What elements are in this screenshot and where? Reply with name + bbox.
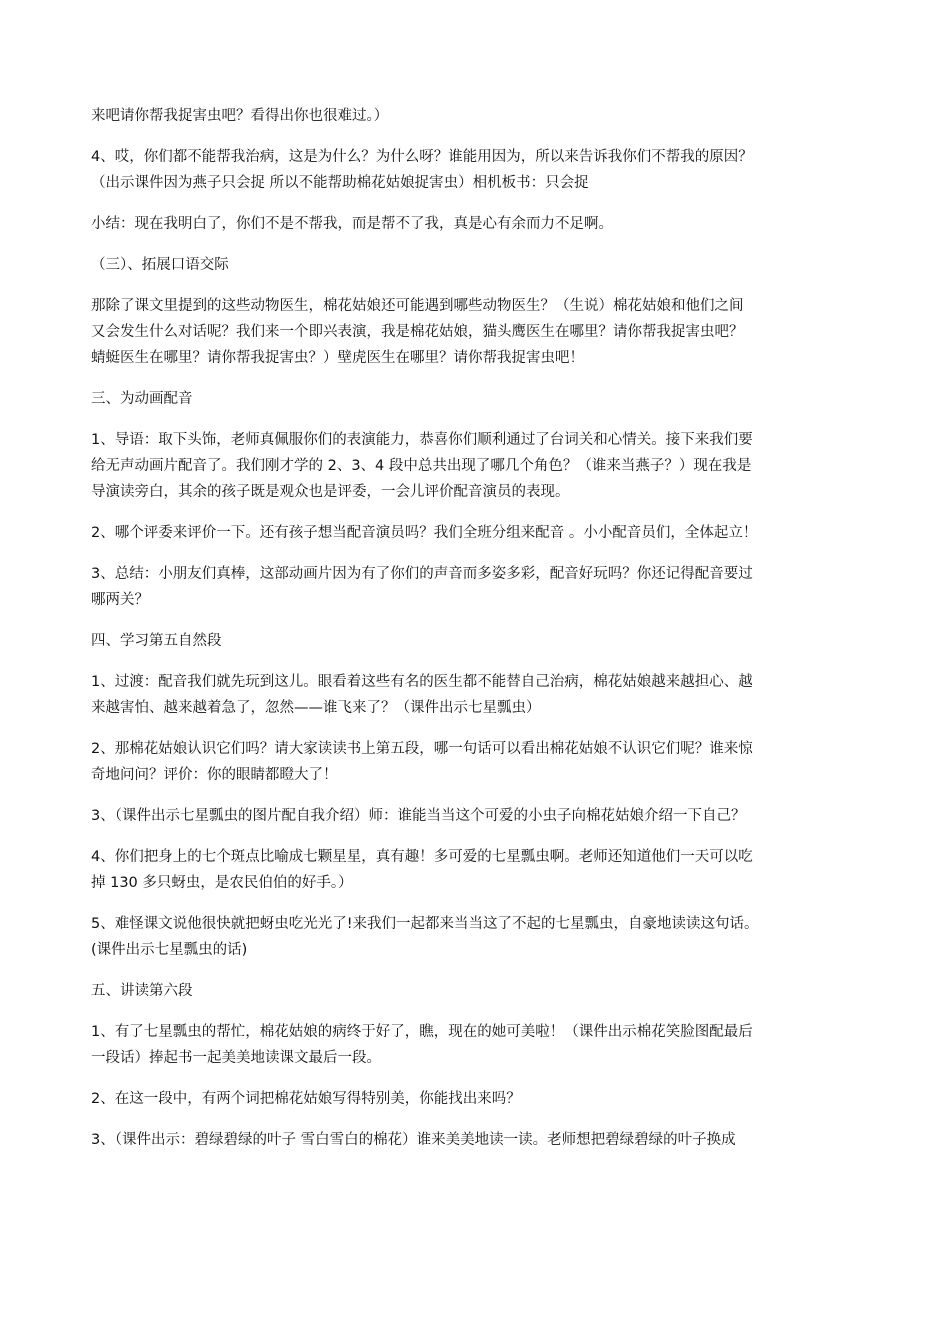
- paragraph: [91, 844, 862, 896]
- paragraph: [91, 803, 862, 829]
- text-line: 来吧请你帮我捉害虫吧？看得出你也很难过。）: [91, 108, 389, 124]
- text-line: 三、为动画配音: [91, 391, 193, 407]
- text-line: 3、总结：小朋友们真棒，这部动画片因为有了你们的声音而多姿多彩，配音好玩吗？你还记得配音要过: [91, 566, 753, 582]
- text-line: 四、学习第五自然段: [91, 633, 222, 649]
- text-line: 一段话）捧起书一起美美地读课文最后一段。: [91, 1050, 381, 1066]
- paragraph: [91, 978, 862, 1004]
- text-line: 来越害怕、越来越着急了，忽然——谁飞来了？（课件出示七星瓢虫）: [91, 700, 541, 716]
- text-line: （出示课件因为燕子只会捉 所以不能帮助棉花姑娘捉害虫）相机板书：只会捉: [91, 175, 589, 191]
- text-line: 1、导语：取下头饰，老师真佩服你们的表演能力，恭喜你们顺利通过了台词关和心情关。接下来我们要: [91, 432, 753, 448]
- text-line: 五、讲读第六段: [91, 983, 193, 999]
- text-line: 2、那棉花姑娘认识它们吗？请大家读读书上第五段，哪一句话可以看出棉花姑娘不认识它们呢？谁来惊: [91, 741, 753, 757]
- text-line: 3、（课件出示：碧绿碧绿的叶子 雪白雪白的棉花）谁来美美地读一读。老师想把碧绿碧绿的叶子换成: [91, 1132, 736, 1148]
- document-body: [91, 103, 862, 1153]
- paragraph: [91, 211, 862, 237]
- paragraph: [91, 103, 862, 129]
- paragraph: [91, 1127, 862, 1153]
- paragraph: [91, 252, 862, 278]
- paragraph: [91, 736, 862, 788]
- text-line: 2、哪个评委来评价一下。还有孩子想当配音演员吗？我们全班分组来配音 。小小配音员们，全体起立！: [91, 525, 758, 541]
- text-line: 4、你们把身上的七个斑点比喻成七颗星星，真有趣！多可爱的七星瓢虫啊。老师还知道他们一天可以吃: [91, 849, 753, 865]
- paragraph: [91, 293, 862, 371]
- paragraph: [91, 1019, 862, 1071]
- text-line: (课件出示七星瓢虫的话): [91, 942, 248, 958]
- text-line: 那除了课文里提到的这些动物医生，棉花姑娘还可能遇到哪些动物医生？（生说）棉花姑娘和他们之间: [91, 298, 744, 314]
- text-line: 5、难怪课文说他很快就把蚜虫吃光光了!来我们一起都来当当这了不起的七星瓢虫，自豪地读读这句话。: [91, 916, 759, 932]
- paragraph: [91, 144, 862, 196]
- paragraph: [91, 669, 862, 721]
- text-line: 导演读旁白，其余的孩子既是观众也是评委，一会儿评价配音演员的表现。: [91, 484, 570, 500]
- paragraph: [91, 628, 862, 654]
- text-line: 1、过渡：配音我们就先玩到这儿。眼看着这些有名的医生都不能替自己治病，棉花姑娘越来越担心、越: [91, 674, 753, 690]
- text-line: 奇地问问？评价：你的眼睛都瞪大了！: [91, 767, 338, 783]
- paragraph: [91, 911, 862, 963]
- paragraph: [91, 561, 862, 613]
- text-line: 3、（课件出示七星瓢虫的图片配自我介绍）师：谁能当当这个可爱的小虫子向棉花姑娘介绍一下自己？: [91, 808, 746, 824]
- paragraph: [91, 386, 862, 412]
- text-line: 哪两关？: [91, 592, 149, 608]
- paragraph: [91, 1086, 862, 1112]
- text-line: 4、哎，你们都不能帮我治病，这是为什么？为什么呀？谁能用因为，所以来告诉我你们不帮我的原因？: [91, 149, 753, 165]
- text-line: 2、在这一段中，有两个词把棉花姑娘写得特别美，你能找出来吗？: [91, 1091, 521, 1107]
- paragraph: [91, 520, 862, 546]
- text-line: （三）、拓展口语交际: [91, 257, 229, 273]
- text-line: 又会发生什么对话呢？我们来一个即兴表演，我是棉花姑娘，猫头鹰医生在哪里？请你帮我捉害虫吧？: [91, 324, 744, 340]
- text-line: 给无声动画片配音了。我们刚才学的 2、3、4 段中总共出现了哪几个角色？（谁来当燕子？）现在我是: [91, 458, 752, 474]
- text-line: 蜻蜓医生在哪里？请你帮我捉害虫？）壁虎医生在哪里？请你帮我捉害虫吧！: [91, 350, 584, 366]
- text-line: 1、有了七星瓢虫的帮忙，棉花姑娘的病终于好了，瞧，现在的她可美啦！（课件出示棉花笑脸图配最后: [91, 1024, 753, 1040]
- text-line: 小结：现在我明白了，你们不是不帮我，而是帮不了我，真是心有余而力不足啊。: [91, 216, 613, 232]
- paragraph: [91, 427, 862, 505]
- text-line: 掉 130 多只蚜虫，是农民伯伯的好手。）: [91, 875, 353, 891]
